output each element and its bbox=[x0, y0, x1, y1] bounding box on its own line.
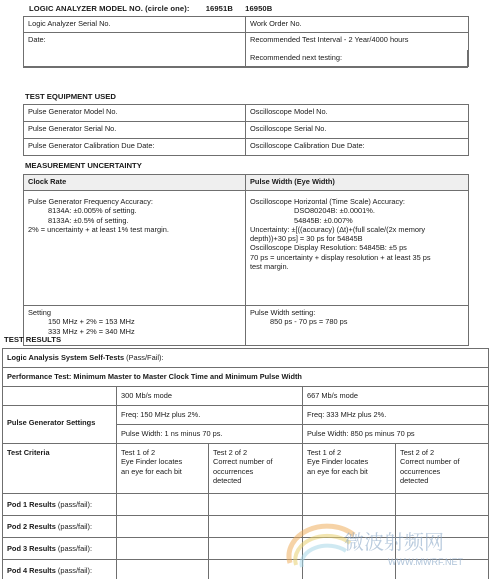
pulse-width-header: Pulse Width (Eye Width) bbox=[246, 175, 469, 191]
mode-300-header: 300 Mb/s mode bbox=[117, 387, 303, 406]
test2-line2: Correct number of bbox=[400, 457, 460, 467]
test1-line2: Eye Finder locates bbox=[307, 457, 369, 467]
accuracy-8134a: 8134A: ±0.005% of setting. bbox=[48, 206, 137, 216]
osc-cal-date-field[interactable]: Oscilloscope Calibration Due Date: bbox=[246, 139, 469, 156]
pod-1-300-test1[interactable] bbox=[117, 494, 209, 516]
model-option-16951b[interactable]: 16951B bbox=[205, 4, 233, 13]
mode-blank-cell bbox=[3, 387, 117, 406]
test-criteria-label: Test Criteria bbox=[3, 444, 117, 494]
pg-settings-label: Pulse Generator Settings bbox=[3, 406, 117, 444]
test2-line4: detected bbox=[400, 475, 429, 485]
pod-2-label: Pod 2 Results (pass/fail): bbox=[3, 516, 117, 538]
display-resolution: Oscilloscope Display Resolution: 54845B: ±5 ps bbox=[250, 243, 407, 253]
test-equipment-title: TEST EQUIPMENT USED bbox=[25, 92, 116, 101]
mwrf-watermark bbox=[284, 521, 474, 575]
watermark-cn: 微波射频网 bbox=[344, 530, 444, 554]
test1-line3: an eye for each bit bbox=[121, 466, 182, 476]
pod-3-300-test1[interactable] bbox=[117, 538, 209, 560]
pod-1-label: Pod 1 Results (pass/fail): bbox=[3, 494, 117, 516]
osc-serial-field[interactable]: Oscilloscope Serial No. bbox=[246, 122, 469, 139]
self-tests-label: Logic Analysis System Self-Tests bbox=[7, 353, 125, 362]
work-order-field[interactable]: Work Order No. bbox=[246, 17, 469, 33]
test-results-title: TEST RESULTS bbox=[4, 335, 62, 344]
uncertainty-formula-1: Uncertainty: ±[((accuracy) (Δt)+(full scale/(2x memory bbox=[250, 224, 426, 234]
next-testing-field[interactable] bbox=[245, 50, 468, 68]
test2-line3: occurrences bbox=[213, 466, 254, 476]
pod-1-667-test1[interactable] bbox=[303, 494, 396, 516]
model-option-16950b[interactable]: 16950B bbox=[245, 4, 273, 13]
freq-150-cell: Freq: 150 MHz plus 2%. bbox=[117, 406, 303, 425]
pw-850-cell: Pulse Width: 850 ps minus 70 ps bbox=[303, 425, 489, 444]
accuracy-54845b: 54845B: ±0.007% bbox=[294, 215, 353, 225]
test1-line2: Eye Finder locates bbox=[121, 457, 183, 467]
accuracy-8133a: 8133A: ±0.5% of setting. bbox=[48, 215, 129, 225]
pulse-setting-label: Pulse Width setting: bbox=[250, 308, 316, 317]
performance-test-row: Performance Test: Minimum Master to Master Clock Time and Minimum Pulse Width bbox=[3, 368, 489, 387]
test-interval-text: Recommended Test Interval - 2 Year/4000 hours bbox=[246, 33, 469, 67]
uncertainty-title: MEASUREMENT UNCERTAINTY bbox=[25, 161, 142, 170]
pg-model-field[interactable]: Pulse Generator Model No. bbox=[24, 105, 246, 122]
self-tests-suffix: (Pass/Fail): bbox=[124, 353, 164, 362]
setting-333: 333 MHz + 2% = 340 MHz bbox=[48, 326, 135, 336]
accuracy-dso80204b: DSO80204B: ±0.0001%. bbox=[294, 206, 375, 216]
uncertainty-table bbox=[23, 174, 469, 346]
freq-333-cell: Freq: 333 MHz plus 2%. bbox=[303, 406, 489, 425]
uncertainty-formula-2: depth))+30 ps] = 30 ps for 54845B bbox=[250, 234, 363, 243]
test2-title: Test 2 of 2 bbox=[400, 448, 435, 457]
pod-4-300-test1[interactable] bbox=[117, 560, 209, 579]
pod-1-300-test2[interactable] bbox=[209, 494, 303, 516]
criteria-300-test1 bbox=[117, 444, 209, 494]
next-testing-label: Recommended next testing: bbox=[250, 53, 343, 62]
self-tests-row[interactable] bbox=[3, 349, 489, 368]
test2-line2: Correct number of bbox=[213, 457, 273, 467]
pulse-setting-value: 850 ps - 70 ps = 780 ps bbox=[270, 317, 348, 327]
serial-no-field[interactable]: Logic Analyzer Serial No. bbox=[24, 17, 246, 33]
test2-line4: detected bbox=[213, 475, 242, 485]
model-header bbox=[29, 4, 272, 13]
clock-margin-note: 2% = uncertainty + at least 1% test margin. bbox=[28, 224, 169, 234]
pod-3-label: Pod 3 Results (pass/fail): bbox=[3, 538, 117, 560]
setting-150: 150 MHz + 2% = 153 MHz bbox=[48, 317, 135, 327]
osc-accuracy-label: Oscilloscope Horizontal (Time Scale) Accuracy: bbox=[250, 197, 405, 206]
pg-accuracy-label: Pulse Generator Frequency Accuracy: bbox=[28, 197, 153, 206]
clock-rate-cell bbox=[24, 191, 246, 306]
test1-title: Test 1 of 2 bbox=[307, 448, 342, 457]
pod-2-300-test1[interactable] bbox=[117, 516, 209, 538]
criteria-667-test1 bbox=[303, 444, 396, 494]
osc-model-field[interactable]: Oscilloscope Model No. bbox=[246, 105, 469, 122]
test2-line3: occurrences bbox=[400, 466, 441, 476]
pulse-setting-cell bbox=[246, 306, 469, 346]
pulse-width-cell bbox=[246, 191, 469, 306]
model-label: LOGIC ANALYZER MODEL NO. (circle one): bbox=[29, 4, 190, 13]
criteria-667-test2 bbox=[396, 444, 489, 494]
test2-title: Test 2 of 2 bbox=[213, 448, 248, 457]
pulse-margin-note-2: test margin. bbox=[250, 261, 289, 271]
pw-1ns-cell: Pulse Width: 1 ns minus 70 ps. bbox=[117, 425, 303, 444]
pod-1-667-test2[interactable] bbox=[396, 494, 489, 516]
setting-label: Setting bbox=[28, 308, 52, 317]
pulse-margin-note-1: 70 ps = uncertainty + display resolution + at least 35 ps bbox=[250, 252, 431, 262]
test-equipment-table bbox=[23, 104, 469, 156]
pg-serial-field[interactable]: Pulse Generator Serial No. bbox=[24, 122, 246, 139]
test1-title: Test 1 of 2 bbox=[121, 448, 156, 457]
watermark-url: WWW.MWRF.NET bbox=[388, 557, 463, 567]
date-field[interactable]: Date: bbox=[24, 33, 246, 67]
clock-rate-header: Clock Rate bbox=[24, 175, 246, 191]
test1-line3: an eye for each bit bbox=[307, 466, 368, 476]
pg-cal-date-field[interactable]: Pulse Generator Calibration Due Date: bbox=[24, 139, 246, 156]
pod-4-label: Pod 4 Results (pass/fail): bbox=[3, 560, 117, 579]
date-field-lower bbox=[23, 50, 246, 68]
mode-667-header: 667 Mb/s mode bbox=[303, 387, 489, 406]
criteria-300-test2 bbox=[209, 444, 303, 494]
